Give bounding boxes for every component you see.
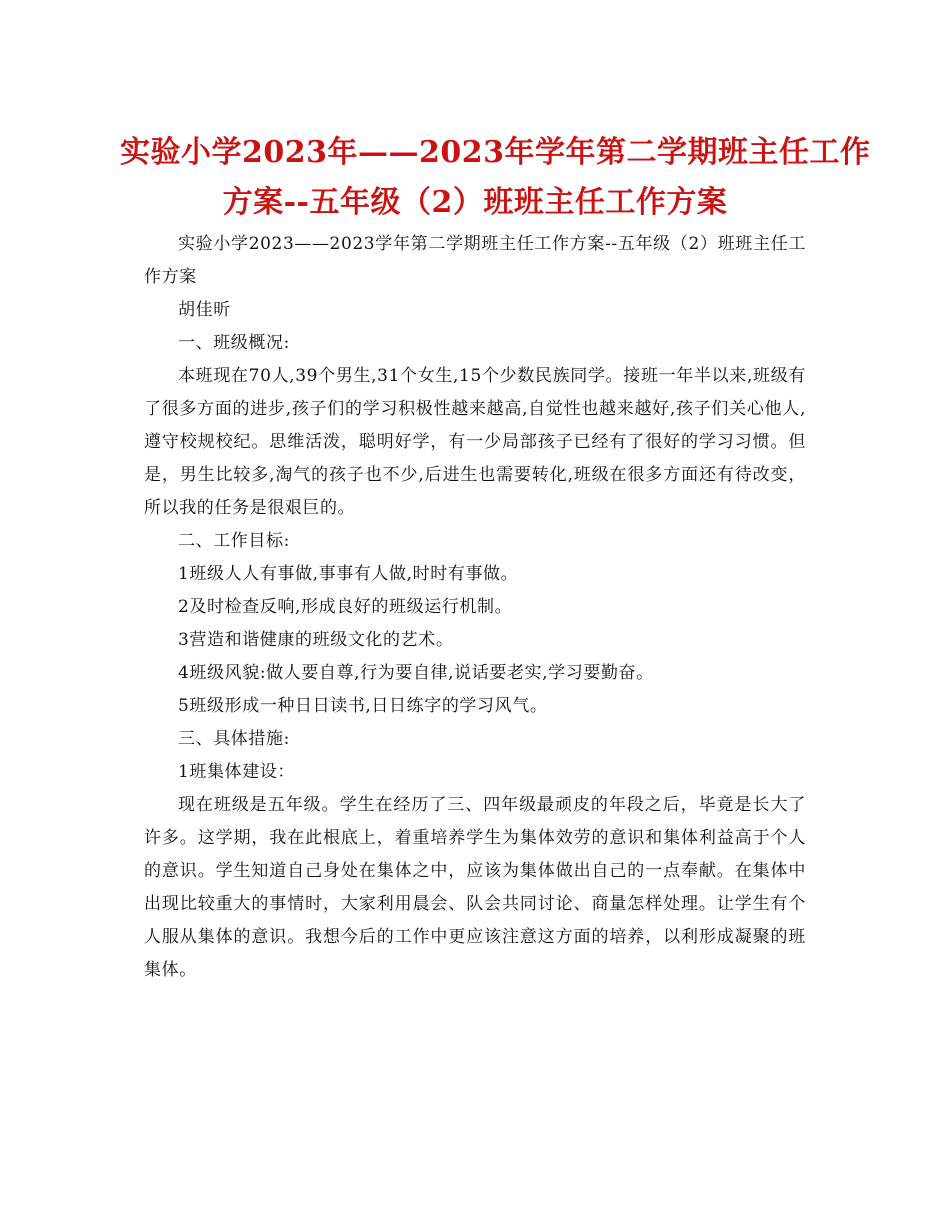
goal-item-5: 5班级形成一种日日读书,日日练字的学习风气。: [178, 696, 548, 716]
document-title: [120, 128, 871, 228]
goal-item-1: 1班级人人有事做,事事有人做,时时有事做。: [178, 564, 519, 584]
section-heading-class-overview: 一、班级概况:: [178, 333, 290, 353]
intro-paragraph: 实验小学2023——2023学年第二学期班主任工作方案--五年级（2）班班主任工作方案: [144, 234, 806, 287]
section-heading-measures: 三、具体措施:: [178, 729, 290, 749]
title-line-1: 实验小学2023年——2023年学年第二学期班主任工作: [120, 135, 871, 170]
class-building-paragraph: 现在班级是五年级。学生在经历了三、四年级最顽皮的年段之后，毕竟是长大了许多。这学期，我在此根底上，着重培养学生为集体效劳的意识和集体利益高于个人的意识。学生知道自己身处在集体之中，应该为集体做出自己的一点奉献。在集体中出现比较重大的事情时，大家利用晨会、队会共同讨论、商量怎样处理。让学生有个人服从集体的意识。我想今后的工作中更应该注意这方面的培养，以利形成凝聚的班集体。: [144, 795, 806, 980]
title-line-2: 方案--五年级（2）班班主任工作方案: [222, 185, 728, 220]
goal-item-2: 2及时检查反响,形成良好的班级运行机制。: [178, 597, 513, 617]
document-body: [144, 228, 806, 987]
author-name: 胡佳昕: [178, 300, 231, 320]
goal-item-3: 3营造和谐健康的班级文化的艺术。: [178, 630, 454, 650]
subheading-class-building: 1班集体建设：: [178, 762, 296, 782]
section-heading-work-goals: 二、工作目标:: [178, 531, 290, 551]
class-overview-paragraph: 本班现在70人,39个男生,31个女生,15个少数民族同学。接班一年半以来,班级有了很多方面的进步,孩子们的学习积极性越来越高,自觉性也越来越好,孩子们关心他人,遵守校规校纪。思维活泼，聪明好学，有一少局部孩子已经有了很好的学习习惯。但是，男生比较多,淘气的孩子也不少,后进生也需要转化,班级在很多方面还有待改变，所以我的任务是很艰巨的。: [144, 366, 806, 518]
goal-item-4: 4班级风貌:做人要自尊,行为要自律,说话要老实,学习要勤奋。: [178, 663, 654, 683]
